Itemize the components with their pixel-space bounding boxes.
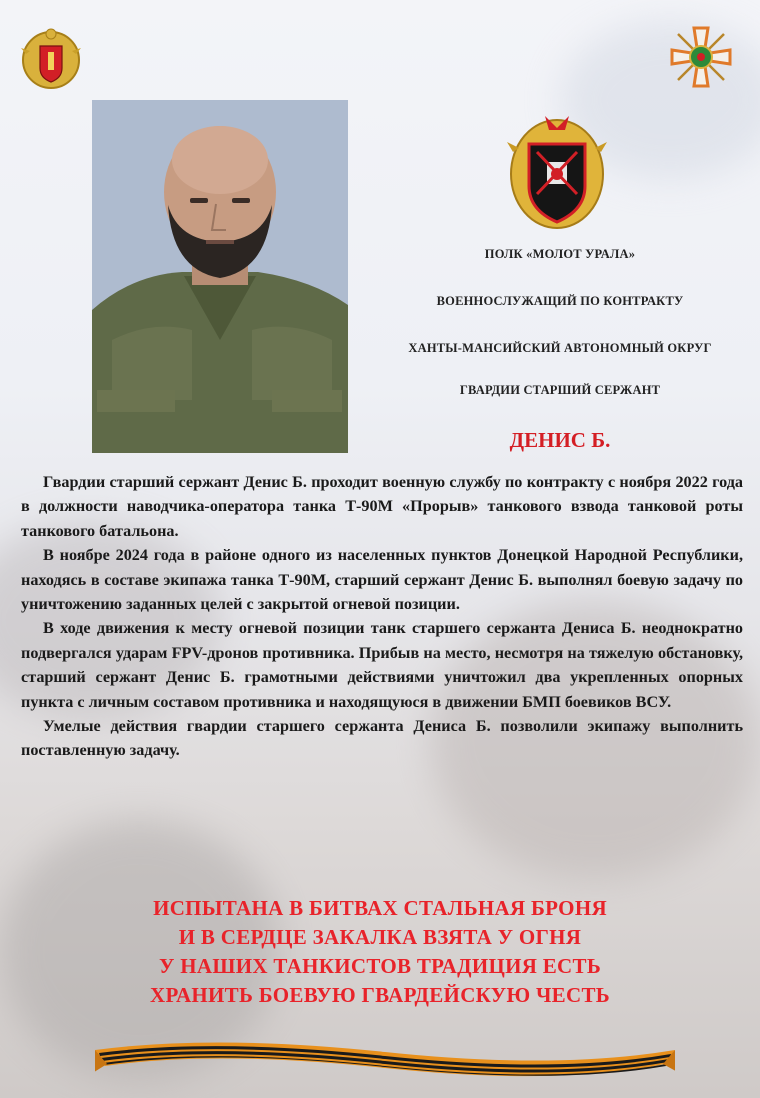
orange-cross-emblem-icon — [668, 24, 734, 90]
poem-line: ХРАНИТЬ БОЕВУЮ ГВАРДЕЙСКУЮ ЧЕСТЬ — [150, 983, 610, 1007]
regiment-shield-emblem-icon — [505, 112, 609, 232]
region-line: ХАНТЫ-МАНСИЙСКИЙ АВТОНОМНЫЙ ОКРУГ — [408, 341, 712, 355]
poem-block — [80, 894, 680, 1010]
poem-line: ИСПЫТАНА В БИТВАХ СТАЛЬНАЯ БРОНЯ — [153, 896, 607, 920]
district-coat-of-arms-icon — [20, 24, 82, 96]
paragraph: В ноябре 2024 года в районе одного из населенных пунктов Донецкой Народной Республики, находясь в составе экипажа танка Т-90М, старший сержант Денис Б. выполнял боевую задачу по уничтожению заданных целей с закрытой огневой позиции. — [21, 546, 743, 614]
paragraph: Умелые действия гвардии старшего сержанта Дениса Б. позволили экипажу выполнить поставленную задачу. — [21, 717, 743, 760]
service-type-line: ВОЕННОСЛУЖАЩИЙ ПО КОНТРАКТУ — [436, 294, 684, 308]
paragraph: В ходе движения к месту огневой позиции танк старшего сержанта Дениса Б. неоднократно подвергался ударам FPV-дронов противника. Прибыв на место, несмотря на тяжелую обстановку, старший сержант Денис Б. грамотными действиями уничтожил два укрепленных опорных пункта с личным составом противника и находящуюся в движении БМП боевиков ВСУ. — [21, 619, 743, 711]
poem-line: У НАШИХ ТАНКИСТОВ ТРАДИЦИЯ ЕСТЬ — [158, 954, 602, 978]
paragraph: Гвардии старший сержант Денис Б. проходит военную службу по контракту с ноября 2022 года в должности наводчика-оператора танка Т-90М «Прорыв» танкового взвода танковой роты танкового батальона. — [21, 473, 743, 540]
soldier-portrait-photo — [92, 100, 348, 453]
st-george-ribbon-icon — [95, 1030, 675, 1090]
poem-line: И В СЕРДЦЕ ЗАКАЛКА ВЗЯТА У ОГНЯ — [178, 925, 582, 949]
biography-text — [21, 470, 743, 763]
regiment-line: ПОЛК «МОЛОТ УРАЛА» — [484, 247, 636, 261]
soldier-name: ДЕНИС Б. — [509, 428, 611, 452]
rank-line: ГВАРДИИ СТАРШИЙ СЕРЖАНТ — [459, 383, 661, 397]
